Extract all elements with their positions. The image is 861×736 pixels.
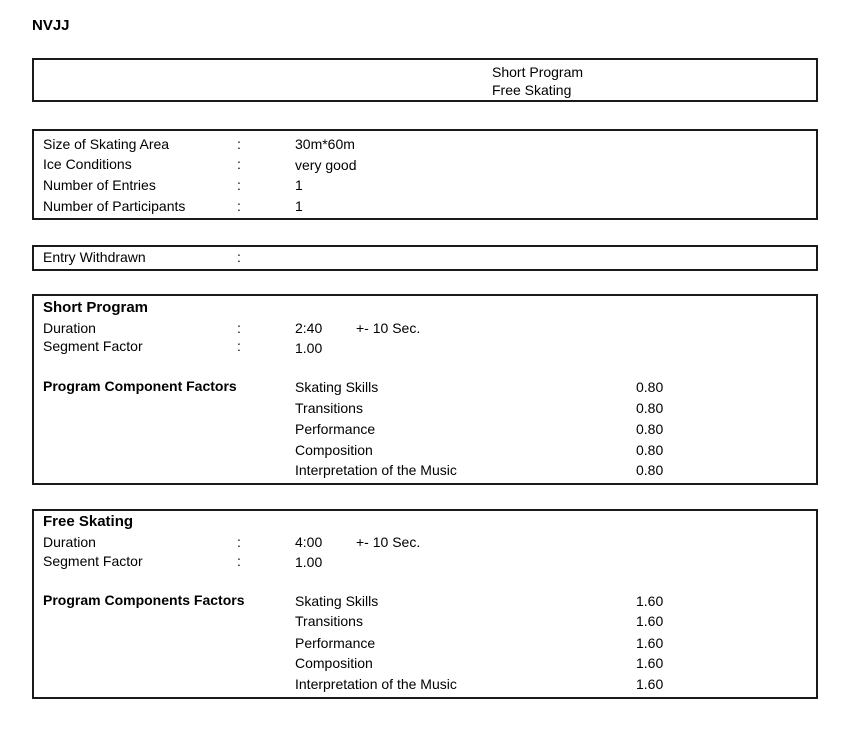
info-label-skating-area: Size of Skating Area: [43, 136, 170, 152]
info-colon: :: [237, 136, 241, 152]
sp-component-factor: 0.80: [636, 421, 664, 437]
sp-component-factor: 0.80: [636, 400, 664, 416]
sp-component-name: Transitions: [295, 400, 363, 416]
fs-component-name: Skating Skills: [295, 593, 379, 609]
sp-component-name: Composition: [295, 442, 373, 458]
segment-free-skating: Free Skating: [492, 82, 572, 98]
info-label-entries: Number of Entries: [43, 177, 156, 193]
sp-duration-colon: :: [237, 320, 241, 336]
withdrawn-label: Entry Withdrawn: [43, 249, 146, 265]
segment-short-program: Short Program: [492, 64, 584, 80]
fs-component-factor: 1.60: [636, 613, 664, 629]
fs-component-name: Performance: [295, 635, 376, 651]
sp-component-factor: 0.80: [636, 462, 664, 478]
page-title: NVJJ: [32, 17, 70, 34]
sp-duration-label: Duration: [43, 320, 96, 336]
sp-duration-tolerance: +- 10 Sec.: [356, 320, 421, 336]
info-label-participants: Number of Participants: [43, 198, 186, 214]
fs-component-factor: 1.60: [636, 593, 664, 609]
info-label-ice-conditions: Ice Conditions: [43, 156, 132, 172]
fs-component-name: Transitions: [295, 613, 363, 629]
sp-components-label: Program Component Factors: [43, 378, 237, 394]
info-value-ice-conditions: very good: [295, 157, 357, 173]
sp-component-name: Performance: [295, 421, 376, 437]
fs-duration-tolerance: +- 10 Sec.: [356, 534, 421, 550]
fs-duration-colon: :: [237, 534, 241, 550]
info-value-skating-area: 30m*60m: [295, 136, 355, 152]
sp-component-factor: 0.80: [636, 442, 664, 458]
fs-component-name: Composition: [295, 655, 373, 671]
info-value-entries: 1: [295, 177, 303, 193]
sp-factor-label: Segment Factor: [43, 338, 143, 354]
sp-component-factor: 0.80: [636, 379, 664, 395]
free-skating-title: Free Skating: [43, 513, 134, 530]
sp-factor-value: 1.00: [295, 340, 323, 356]
fs-components-label: Program Components Factors: [43, 592, 245, 608]
fs-component-factor: 1.60: [636, 676, 664, 692]
segments-box: [32, 58, 818, 102]
fs-duration-label: Duration: [43, 534, 96, 550]
withdrawn-colon: :: [237, 249, 241, 265]
fs-component-factor: 1.60: [636, 635, 664, 651]
sp-component-name: Interpretation of the Music: [295, 462, 457, 478]
fs-component-name: Interpretation of the Music: [295, 676, 457, 692]
info-value-participants: 1: [295, 198, 303, 214]
info-colon: :: [237, 198, 241, 214]
short-program-title: Short Program: [43, 299, 149, 316]
sp-duration-value: 2:40: [295, 320, 323, 336]
sp-factor-colon: :: [237, 338, 241, 354]
sp-component-name: Skating Skills: [295, 379, 379, 395]
fs-factor-label: Segment Factor: [43, 553, 143, 569]
fs-factor-colon: :: [237, 553, 241, 569]
info-colon: :: [237, 177, 241, 193]
fs-factor-value: 1.00: [295, 554, 323, 570]
fs-duration-value: 4:00: [295, 534, 323, 550]
info-colon: :: [237, 156, 241, 172]
fs-component-factor: 1.60: [636, 655, 664, 671]
withdrawn-box: [32, 245, 818, 271]
